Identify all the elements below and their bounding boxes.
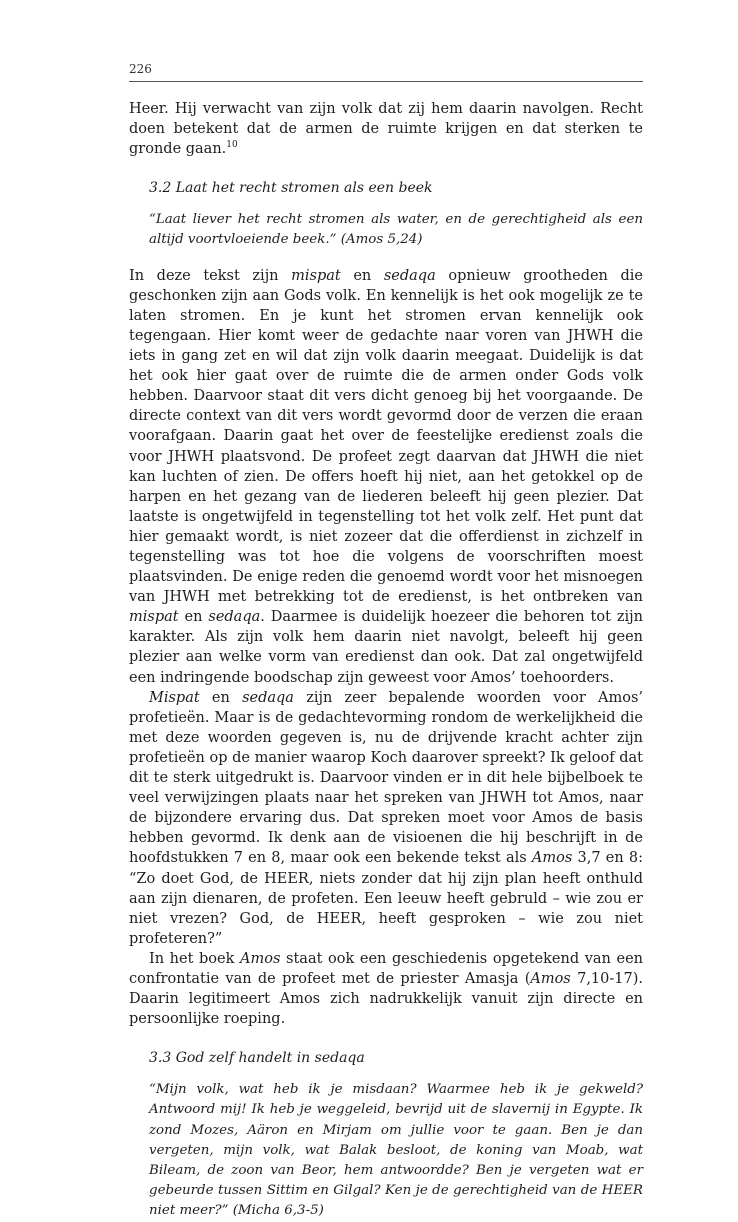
italic-term: mispat [129,609,179,626]
text-run: en [340,267,384,284]
italic-term: Amos [240,950,281,967]
header-rule [129,81,643,82]
text-run: opnieuw grootheden die geschonken zijn aan Gods volk. En kennelijk is het ook mogelijk ze te laten stromen. En je kunt het stromen ervan kennelijk ook tegengaan. Hier komt weer de gedachte naar voren van JHWH die iets in gang zet en wil dat zijn volk daarin meegaat. Duidelijk is dat het ook hier gaat over de ruimte die de armen onder Gods volk hebben. Daarvoor staat dit vers dicht genoeg bij het voorgaande. De directe context van dit vers wordt gevormd door de verzen die eraan voorafgaan. Daarin gaat het over de feestelijke eredienst zoals die voor JHWH plaatsvond. De profeet zegt daarvan dat JHWH die niet kan luchten of zien. De offers hoeft hij niet, aan het getokkel op de harpen en het gezang van de liederen beleeft hij geen plezier. Dat laatste is ongetwijfeld in tegenstelling tot het volk zelf. Het punt dat hier gemaakt wordt, is niet zozeer dat die offerdienst in zichzelf in tegenstelling was tot hoe die volgens de voorschriften moest plaatsvinden. De enige reden die genoemd wordt voor het misnoegen van JHWH met betrekking tot de eredienst, is het ontbreken van [129,267,643,606]
text-run: . Daarmee is duidelijk hoezeer die behoren tot zijn karakter. Als zijn volk hem daarin niet navolgt, beleeft hij geen plezier aan welke vorm van eredienst dan ook. Dat zal ongetwijfeld een indringende boodschap zijn geweest voor Amos’ toehoorders. [129,609,643,686]
italic-term: mispat [291,267,341,284]
text-run: en [178,609,209,626]
italic-term: Amos [531,850,573,867]
text-run: In deze tekst zijn [129,267,292,284]
italic-term: sedaqa [242,689,294,706]
italic-term: Mispat [149,689,200,706]
section-heading-3-3: 3.3 God zelf handelt in sedaqa [149,1050,365,1067]
italic-term: sedaqa [208,609,261,626]
text-run: 7,10-17). Daarin legitimeert Amos zich nadrukkelijk vanuit zijn directe en persoonlijke roeping. [129,970,643,1028]
paragraph-text: Heer. Hij verwacht van zijn volk dat zij hem daarin navolgen. Recht doen betekent dat de armen de ruimte krijgen en dat sterken te gronde gaan. [129,101,643,158]
paragraph-continuation [129,99,643,159]
text-run: en [199,689,243,706]
text-run: staat ook een geschiedenis opgetekend van een confrontatie van de profeet met de priester Amasja ( [129,950,643,987]
italic-term: sedaqa [383,267,436,284]
paragraph-amasja [129,949,643,1029]
text-run: 3,7 en 8: “Zo doet God, de HEER, niets zonder dat hij zijn plan heeft onthuld aan zijn dienaren, de profeten. Een leeuw heeft gebruld – wie zou er niet vrezen? God, de HEER, heeft gesproken – wie zou niet profeteren?” [129,850,643,947]
italic-term: Amos [530,970,571,987]
text-run: zijn zeer bepalende woorden voor Amos’ profetieën. Maar is de gedachtevorming rondom de werkelijkheid die met deze woorden gegeven is, nu de drijvende kracht achter zijn profetieën op de manier waarop Koch daarover spreekt? Ik geloof dat dit te sterk uitgedrukt is. Daarvoor vinden er in dit hele bijbelboek te veel verwijzingen plaats naar het spreken van JHWH tot Amos, naar de bijzondere ervaring dus. Dat spreken moet voor Amos de basis hebben gevormd. Ik denk aan de visioenen die hij beschrijft in de hoofdstukken 7 en 8, maar ook een bekende tekst als [129,689,644,867]
page-number: 226 [129,62,152,76]
block-quote-amos: “Laat liever het recht stromen als water, en de gerechtigheid als een altijd voortvloeiende beek.” (Amos 5,24) [149,212,643,248]
text-run: In het boek [149,950,241,967]
page-content [129,99,643,1222]
section-heading-3-2: 3.2 Laat het recht stromen als een beek [149,180,433,197]
paragraph-prophecies [129,688,643,949]
paragraph-mispat-sedaqa [129,266,643,688]
footnote-marker: 10 [226,140,238,151]
block-quote-micha: “Mijn volk, wat heb ik je misdaan? Waarmee heb ik je gekweld? Antwoord mij! Ik heb je weggeleid, bevrijd uit de slavernij in Egypte. Ik zond Mozes, Aäron en Mirjam om jullie voor te gaan. Ben je dan vergeten, mijn volk, wat Balak besloot, de koning van Moab, wat Bileam, de zoon van Beor, hem antwoordde? Ben je vergeten wat er gebeurde tussen Sittim en Gilgal? Ken je de gerechtigheid van de HEER niet meer?” (Micha 6,3-5) [149,1082,643,1219]
